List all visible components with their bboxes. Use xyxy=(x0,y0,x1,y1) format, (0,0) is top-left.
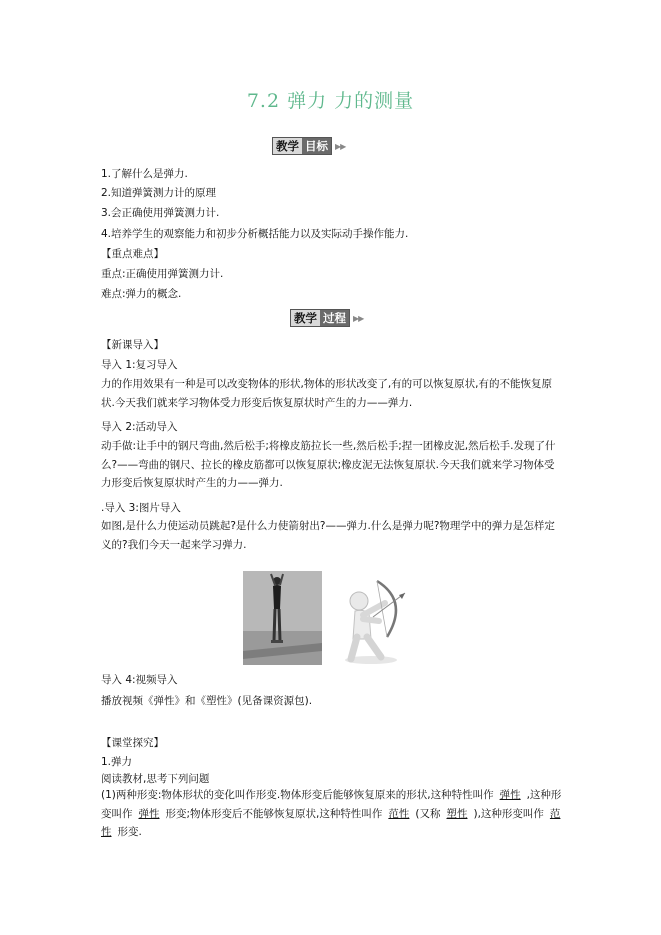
section-banner-process xyxy=(290,310,363,326)
banner-process-right: 过程 xyxy=(320,309,350,327)
archer-illustration xyxy=(333,571,413,665)
objective-4: 4.培养学生的观察能力和初步分析概括能力以及实际动手操作能力. xyxy=(101,228,409,240)
q1-part-c: ,这种形变叫作 xyxy=(101,789,562,820)
blank-answer-plasticity: 范性 xyxy=(388,807,410,820)
banner-goals-right: 目标 xyxy=(302,137,332,155)
banner-process-left: 教学 xyxy=(290,309,320,327)
double-arrow-icon: ▶▶ xyxy=(335,141,346,151)
blank-answer-plastic-deformation: 范性 xyxy=(101,807,561,838)
blank-answer-elasticity: 弹性 xyxy=(499,789,521,801)
blank-answer-plastic-alias: 塑性 xyxy=(446,807,468,820)
explore-heading: 【课堂探究】 xyxy=(101,737,164,749)
intro-4-title: 导入 4:视频导入 xyxy=(101,674,178,686)
explore-read-instruction: 阅读教材,思考下列问题 xyxy=(101,773,210,785)
q1-part-a: (1)两种形变:物体形状的变化叫作形变.物体形变后能够恢复原来的形状,这种特性叫作 xyxy=(101,789,494,801)
explore-subheading: 1.弹力 xyxy=(101,756,133,768)
page-title: 7.2 弹力 力的测量 xyxy=(246,90,415,112)
gymnast-figure-icon xyxy=(243,571,322,665)
key-point: 重点:正确使用弹簧测力计. xyxy=(101,268,224,280)
intro-heading: 【新课导入】 xyxy=(101,339,164,351)
q1-part-e: 形变;物体形变后不能够恢复原状,这种特性叫作 xyxy=(165,807,383,820)
intro-4-text: 播放视频《弹性》和《塑性》(见备课资源包). xyxy=(101,695,313,707)
blank-answer-elastic: 弹性 xyxy=(138,807,160,820)
difficult-point: 难点:弹力的概念. xyxy=(101,288,182,300)
intro-1-title: 导入 1:复习导入 xyxy=(101,359,178,371)
intro-3-text: 如图,是什么力使运动员跳起?是什么力使箭射出?——弹力.什么是弹力呢?物理学中的弹力是怎样定义的?我们今天一起来学习弹力. xyxy=(101,520,555,551)
explore-question-1 xyxy=(101,786,563,842)
objective-2: 2.知道弹簧测力计的原理 xyxy=(101,187,217,199)
banner-goals-left: 教学 xyxy=(272,137,302,155)
q1-part-k: 形变. xyxy=(117,826,142,838)
q1-part-g: (又称 xyxy=(415,807,441,820)
q1-part-i: ),这种形变叫作 xyxy=(473,807,544,820)
intro-2-title: 导入 2:活动导入 xyxy=(101,421,178,433)
archer-figure-icon xyxy=(333,571,413,665)
key-points-heading: 【重点难点】 xyxy=(101,248,164,260)
intro-3-title: .导入 3:图片导入 xyxy=(101,502,181,514)
intro-2-text: 动手做:让手中的钢尺弯曲,然后松手;将橡皮筋拉长一些,然后松手;捏一团橡皮泥,然后松手.发现了什么?——弯曲的钢尺、拉长的橡皮筋都可以恢复原状;橡皮泥无法恢复原状.今天我们就来学习物体受力形变后恢复原状时产生的力——弹力. xyxy=(101,440,556,489)
double-arrow-icon: ▶▶ xyxy=(353,313,364,323)
objective-1: 1.了解什么是弹力. xyxy=(101,168,188,180)
objective-3: 3.会正确使用弹簧测力计. xyxy=(101,207,220,219)
section-banner-goals xyxy=(272,138,345,154)
gymnast-photo xyxy=(243,571,322,665)
intro-1-text: 力的作用效果有一种是可以改变物体的形状,物体的形状改变了,有的可以恢复原状,有的不能恢复原状.今天我们就来学习物体受力形变后恢复原状时产生的力——弹力. xyxy=(101,378,553,409)
